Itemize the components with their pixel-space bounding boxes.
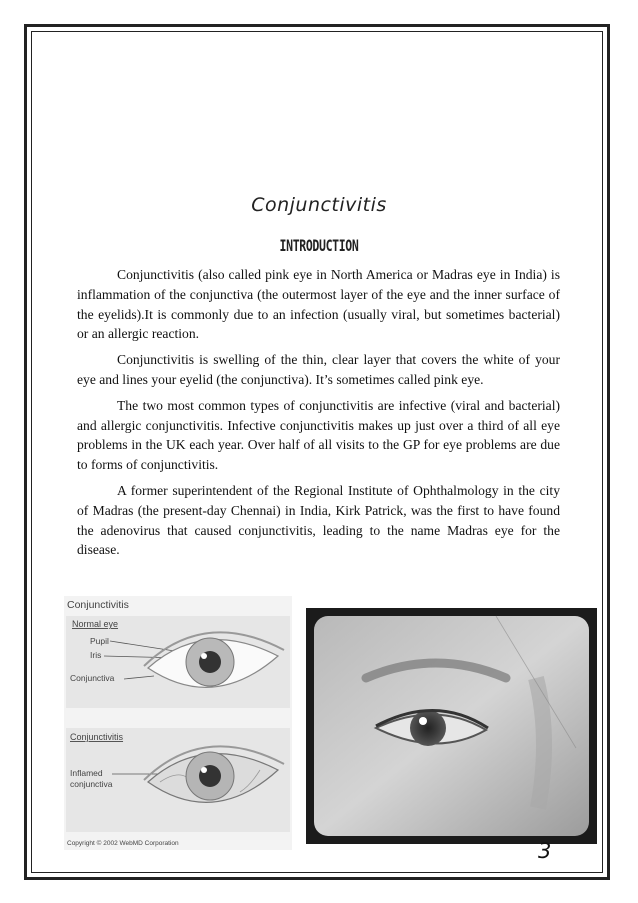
paragraph-1: Conjunctivitis (also called pink eye in North America or Madras eye in India) is inflammation of the conjunctiva (the outermost layer of the eye and the inner surface of the eyelids).It is commonly due to an infection (usually viral, but sometimes bacterial) or an allergic reaction. xyxy=(77,267,560,342)
paragraph-2: Conjunctivitis is swelling of the thin, clear layer that covers the white of your eye and lines your eyelid (the conjunctiva). It’s sometimes called pink eye. xyxy=(77,352,560,387)
diagram-header: Conjunctivitis xyxy=(67,599,129,611)
paragraph-4: A former superintendent of the Regional Institute of Ophthalmology in the city of Madras (the present-day Chennai) in India, Kirk Patrick, was the first to have found the adenovirus that caused conjunctivitis, leading to the name Madras eye for the disease. xyxy=(77,482,560,558)
conjunctiva-label: Conjunctiva xyxy=(70,673,115,683)
eye-closeup-photo xyxy=(306,608,597,844)
copyright-label: Copyright © 2002 WebMD Corporation xyxy=(67,840,179,847)
pupil-label: Pupil xyxy=(90,636,109,646)
conjunctivitis-panel-label: Conjunctivitis xyxy=(70,732,124,742)
inflamed-label-line1: Inflamed xyxy=(70,768,103,778)
paragraph-3: The two most common types of conjunctivitis are infective (viral and bacterial) and allergic conjunctivitis. Infective conjunctivitis makes up just over a third of all eye problems in the UK each year. Over half of all visits to the GP for eye problems are due to forms of conjunctivitis. xyxy=(77,397,560,473)
document-title: Conjunctivitis xyxy=(251,194,387,216)
page-number: 3 xyxy=(538,839,552,863)
eye-diagram-figure xyxy=(64,596,292,850)
normal-eye-label: Normal eye xyxy=(72,619,119,629)
iris-label: Iris xyxy=(90,650,102,660)
conjunctivitis-eye-panel xyxy=(66,728,290,832)
body-text xyxy=(77,265,560,566)
inflamed-label-line2: conjunctiva xyxy=(70,779,113,789)
section-heading: INTRODUCTION xyxy=(279,236,359,255)
normal-eye-panel xyxy=(66,616,290,708)
